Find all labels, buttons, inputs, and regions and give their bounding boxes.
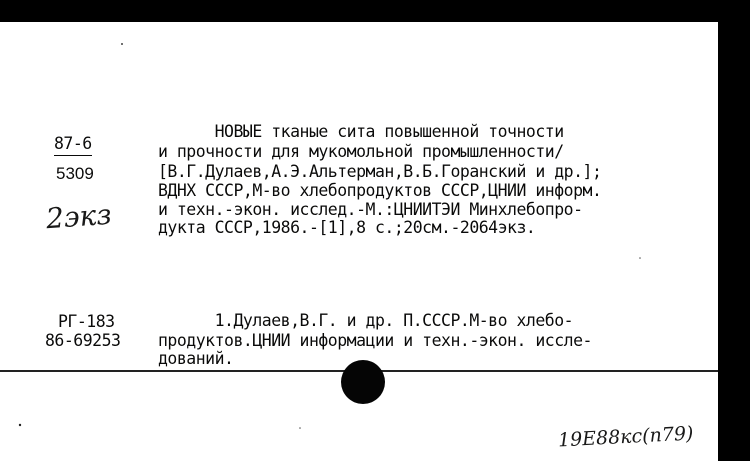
tracings-line: дований. xyxy=(158,349,234,368)
description-line: ВДНХ СССР,М-во хлебопродуктов СССР,ЦНИИ информ. xyxy=(158,181,602,200)
copies-handwritten-note: 2экз xyxy=(44,197,113,236)
bottom-handwritten-note: 19Е88кс(п79) xyxy=(557,422,694,452)
description-line: НОВЫЕ тканые сита повышенной точности xyxy=(158,122,564,141)
tracings-line: продуктов.ЦНИИ информации и техн.-экон. иссле- xyxy=(158,331,592,350)
description-line: и техн.-экон. исслед.-М.:ЦНИИТЭИ Минхлебопро- xyxy=(158,200,583,219)
card-code: РГ-183 xyxy=(58,312,115,331)
description-line: [В.Г.Дулаев,А.Э.Альтерман,В.Б.Горанский и др.]; xyxy=(158,162,602,181)
description-line: и прочности для мукомольной промышленности/ xyxy=(158,142,564,161)
description-line: дукта СССР,1986.-[1],8 с.;20см.-2064экз. xyxy=(158,218,536,237)
inventory-number: 5309 xyxy=(56,164,94,183)
tracings-line: 1.Дулаев,В.Г. и др. П.СССР.М-во хлебо- xyxy=(158,311,574,330)
shelf-number: 87-6 xyxy=(54,136,92,156)
registration-number: 86-69253 xyxy=(45,331,121,350)
